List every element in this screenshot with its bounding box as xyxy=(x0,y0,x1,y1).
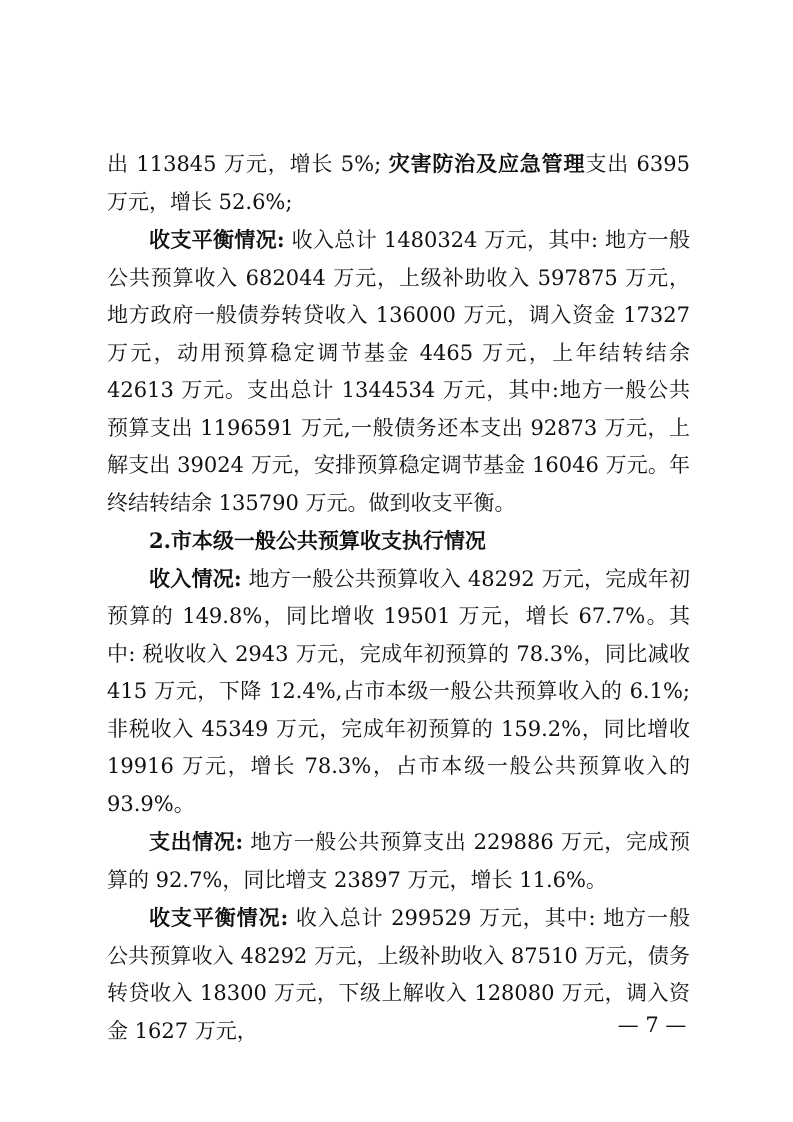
paragraph-balance-total xyxy=(107,221,690,522)
bold-label-expenditure: 支出情况: xyxy=(149,829,244,854)
paragraph-city-expenditure xyxy=(107,823,690,899)
section-heading-city-level: 2.市本级一般公共预算收支执行情况 xyxy=(149,528,486,553)
paragraph-city-income xyxy=(107,560,690,824)
bold-label-balance-city: 收支平衡情况: xyxy=(149,905,289,930)
body-text xyxy=(107,145,690,1050)
text-segment: 收入总计 299529 万元，其中: 地方一般公共预算收入 48292 万元，上级补助收入 87510 万元，债务转贷收入 18300 万元，下级上解收入 128080 万元，调入资金 1627 万元， xyxy=(107,906,690,1043)
text-segment: 支出 6395 万元，增长 52.6%; xyxy=(107,152,691,214)
text-segment: 地方一般公共预算收入 48292 万元，完成年初预算的 149.8%，同比增收 19501 万元，增长 67.7%。其中: 税收收入 2943 万元，完成年初预算的 78.3%，同比减收 415 万元，下降 12.4%,占市本级一般公共预算收入的 6.1%;非税收入 45349 万元，完成年初预算的 159.2%，同比增收 19916 万元，增长 78.3%，占市本级一般公共预算收入的 93.9%。 xyxy=(107,566,690,816)
paragraph-city-balance xyxy=(107,899,690,1050)
page-number: — 7 — xyxy=(617,1013,687,1037)
text-segment: 出 113845 万元，增长 5%; xyxy=(107,152,389,176)
text-segment: 收入总计 1480324 万元，其中: 地方一般公共预算收入 682044 万元，上级补助收入 597875 万元，地方政府一般债券转贷收入 136000 万元，调入资金 17327 万元，动用预算稳定调节基金 4465 万元，上年结转结余 42613 万元。支出总计 1344534 万元，其中:地方一般公共预算支出 1196591 万元,一般债务还本支出 92873 万元，上解支出 39024 万元，安排预算稳定调节基金 16046 万元。年终结转结余 135790 万元。做到收支平衡。 xyxy=(107,228,690,515)
paragraph-expenditure-continued xyxy=(107,145,690,221)
bold-label-balance: 收支平衡情况: xyxy=(149,227,285,252)
bold-label-income: 收入情况: xyxy=(149,565,242,591)
text-segment: 地方一般公共预算支出 229886 万元，完成预算的 92.7%，同比增支 23897 万元，增长 11.6%。 xyxy=(107,830,690,892)
bold-term-disaster-prevention: 灾害防治及应急管理 xyxy=(388,151,586,176)
